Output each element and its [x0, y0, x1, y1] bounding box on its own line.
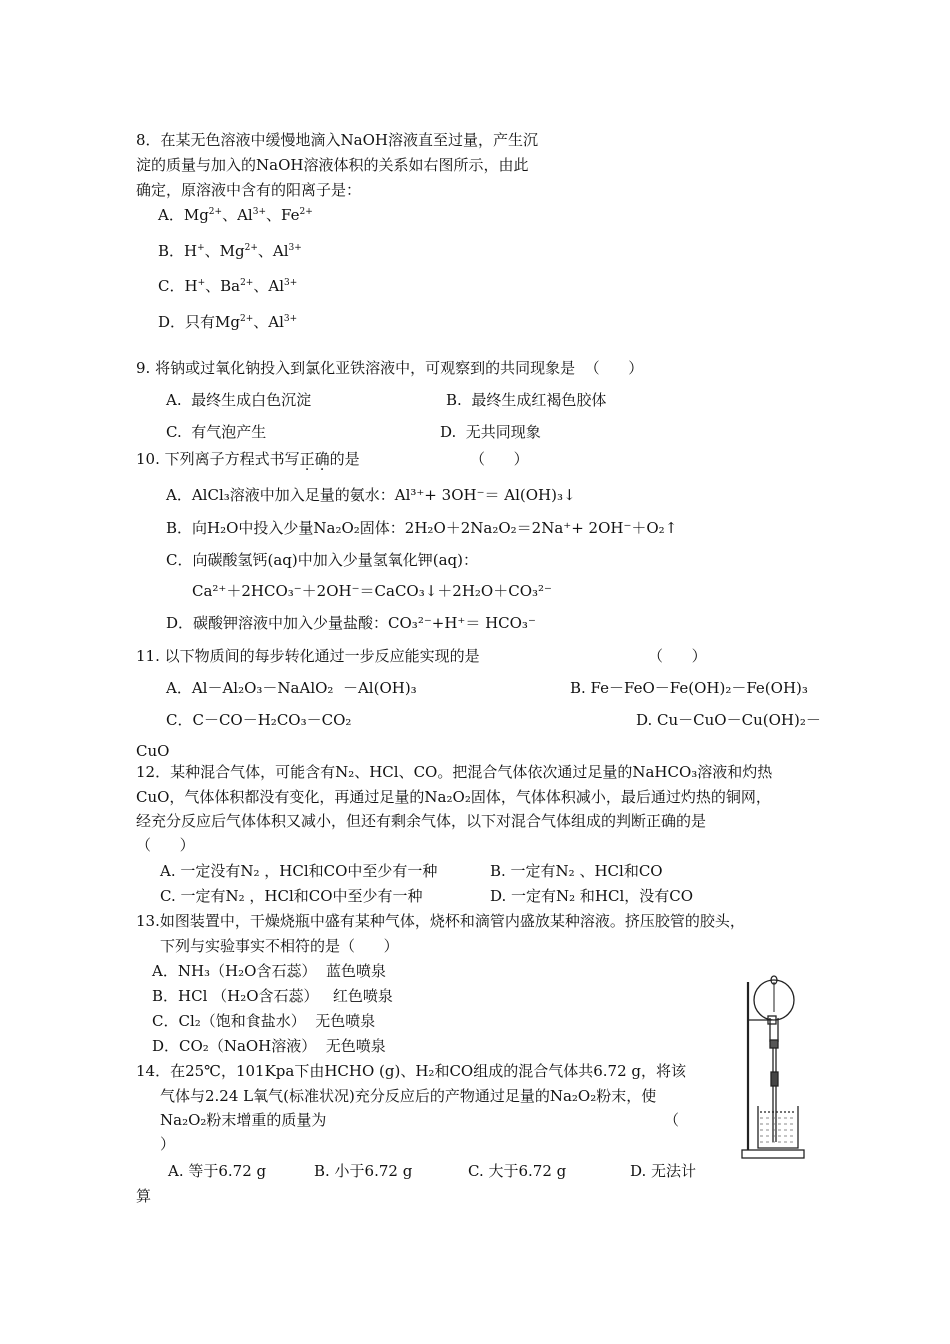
- q9-option-c: C. 有气泡产生: [166, 423, 267, 441]
- q10-option-d: D．碳酸钾溶液中加入少量盐酸：CO₃²⁻+H⁺＝ HCO₃⁻: [166, 614, 536, 632]
- q14-stem-line1: 14．在25℃，101Kpa下由HCHO (g)、H₂和CO组成的混合气体共6.72 g，将该: [136, 1062, 686, 1080]
- q13-option-b: B．HCl （H₂O含石蕊） 红色喷泉: [152, 987, 393, 1005]
- q8-option-c: [158, 276, 297, 296]
- q12-stem-line2: CuO，气体体积都没有变化，再通过足量的Na₂O₂固体，气体体积减小，最后通过灼热的铜网，: [136, 788, 771, 806]
- q8-option-c-sup: +: [197, 278, 206, 288]
- q14-answer-paren-open: （: [664, 1111, 680, 1129]
- tube-clamp: [771, 1072, 778, 1086]
- q8-stem-line3: 确定，原溶液中含有的阳离子是：: [136, 181, 362, 199]
- q10-option-c-equation: Ca²⁺＋2HCO₃⁻＋2OH⁻＝CaCO₃↓＋2H₂O＋CO₃²⁻: [192, 582, 552, 600]
- q14-stem-line2: 气体与2.24 L氧气(标准状况)充分反应后的产物通过足量的Na₂O₂粉末，使: [160, 1087, 657, 1105]
- q10-option-c: C．向碳酸氢钙(aq)中加入少量氢氧化钾(aq)：: [166, 551, 478, 569]
- q10-emphasis-char: 正: [299, 450, 315, 468]
- q12-stem-line1: 12．某种混合气体，可能含有N₂、HCl、CO。把混合气体依次通过足量的NaHCO₃溶液和灼热: [136, 763, 773, 781]
- q10-answer-paren: （ ）: [470, 450, 529, 468]
- q14-option-c: C. 大于6.72 g: [468, 1162, 567, 1180]
- q14-option-b: B. 小于6.72 g: [314, 1162, 413, 1180]
- q8-option-c-text: 、Al: [253, 277, 284, 295]
- q12-option-d: D. 一定有N₂ 和HCl，没有CO: [490, 887, 694, 905]
- q13-stem-line1: 13.如图装置中，干燥烧瓶中盛有某种气体，烧杯和滴管内盛放某种溶液。挤压胶管的胶头，: [136, 912, 745, 930]
- q12-option-c: C. 一定有N₂ ，HCl和CO中至少有一种: [160, 887, 423, 905]
- q8-option-b-text: 、Mg: [204, 242, 245, 260]
- q8-option-c-text: C．H: [158, 277, 198, 295]
- q8-option-b: [158, 241, 302, 261]
- q12-option-b: B. 一定有N₂ 、HCl和CO: [490, 862, 663, 880]
- q10-stem-text: 10. 下列离子方程式书写: [136, 450, 300, 468]
- q8-option-d: [158, 312, 297, 332]
- q8-stem-line2: 淀的质量与加入的NaOH溶液体积的关系如右图所示，由此: [136, 156, 529, 174]
- q14-stem-line3: Na₂O₂粉末增重的质量为: [160, 1111, 327, 1129]
- q8-option-a-sup: 3+: [252, 207, 266, 217]
- q11-option-b: B. Fe－FeO－Fe(OH)₂－Fe(OH)₃: [570, 679, 808, 697]
- q8-option-d-text: D．只有Mg: [158, 313, 240, 331]
- q10-stem-text: 的是: [329, 450, 360, 468]
- q8-option-d-sup: 2+: [240, 314, 254, 324]
- q8-option-b-sup: 3+: [288, 243, 302, 253]
- q11-option-c: C．C－CO－H₂CO₃－CO₂: [166, 711, 352, 729]
- fountain-apparatus-figure: [738, 972, 808, 1162]
- q8-option-a-text: 、Fe: [266, 206, 300, 224]
- stand-base: [742, 1150, 804, 1158]
- q8-option-d-text: 、Al: [253, 313, 284, 331]
- q11-stem: 11. 以下物质间的每步转化通过一步反应能实现的是: [136, 647, 480, 665]
- q13-option-a: A．NH₃（H₂O含石蕊） 蓝色喷泉: [152, 962, 386, 980]
- q8-option-b-text: 、Al: [257, 242, 289, 260]
- q8-option-c-sup: 2+: [240, 278, 254, 288]
- q8-option-b-text: B．H: [158, 242, 198, 260]
- q10-emphasis-char: 确: [314, 450, 330, 468]
- q13-option-d: D．CO₂（NaOH溶液） 无色喷泉: [152, 1037, 386, 1055]
- q13-stem-line2: 下列与实验事实不相符的是（ ）: [160, 937, 399, 955]
- q10-option-b: B．向H₂O中投入少量Na₂O₂固体：2H₂O＋2Na₂O₂＝2Na⁺+ 2OH⁻＋O₂↑: [166, 519, 678, 537]
- q8-option-a: [158, 205, 313, 225]
- q10-option-a: A．AlCl₃溶液中加入足量的氨水：Al³⁺+ 3OH⁻＝ Al(OH)₃↓: [166, 486, 576, 504]
- q11-answer-paren: （ ）: [648, 647, 707, 665]
- q11-option-d: D. Cu－CuO－Cu(OH)₂－: [636, 711, 821, 729]
- q12-answer-paren: （ ）: [136, 836, 195, 854]
- q8-option-b-sup: 2+: [244, 243, 258, 253]
- q12-stem-line3: 经充分反应后气体体积又减小，但还有剩余气体，以下对混合气体组成的判断正确的是: [136, 812, 707, 830]
- q9-option-d: D. 无共同现象: [440, 423, 541, 441]
- q14-option-d: D. 无法计: [630, 1162, 697, 1180]
- q11-option-a: A．Al－Al₂O₃－NaAlO₂ －Al(OH)₃: [166, 679, 417, 697]
- q8-option-d-sup: 3+: [283, 314, 298, 324]
- q9-stem: 9. 将钠或过氧化钠投入到氯化亚铁溶液中，可观察到的共同现象是 （ ）: [136, 359, 644, 377]
- q8-option-a-sup: 2+: [208, 207, 223, 217]
- q8-option-c-text: 、Ba: [205, 277, 241, 295]
- q14-option-a: A. 等于6.72 g: [168, 1162, 267, 1180]
- q13-option-c: C．Cl₂（饱和食盐水） 无色喷泉: [152, 1012, 376, 1030]
- beaker-liquid: [760, 1118, 796, 1142]
- q8-option-a-text: 、Al: [222, 206, 253, 224]
- q9-option-a: A. 最终生成白色沉淀: [166, 391, 312, 409]
- q12-option-a: A. 一定没有N₂ ，HCl和CO中至少有一种: [160, 862, 438, 880]
- q8-option-a-text: A．Mg: [158, 206, 209, 224]
- q14-option-d-wrap: 算: [136, 1187, 152, 1205]
- stopper: [770, 1040, 778, 1048]
- q8-option-c-sup: 3+: [284, 278, 298, 288]
- q8-option-a-sup: 2+: [299, 207, 313, 217]
- q8-stem-line1: 8．在某无色溶液中缓慢地滴入NaOH溶液直至过量，产生沉: [136, 131, 538, 149]
- q8-option-b-sup: +: [197, 243, 205, 253]
- q11-option-d-wrap: CuO: [136, 742, 170, 760]
- q14-answer-paren-close: ）: [160, 1135, 176, 1153]
- q10-stem: [136, 449, 360, 469]
- q9-option-b: B. 最终生成红褐色胶体: [446, 391, 607, 409]
